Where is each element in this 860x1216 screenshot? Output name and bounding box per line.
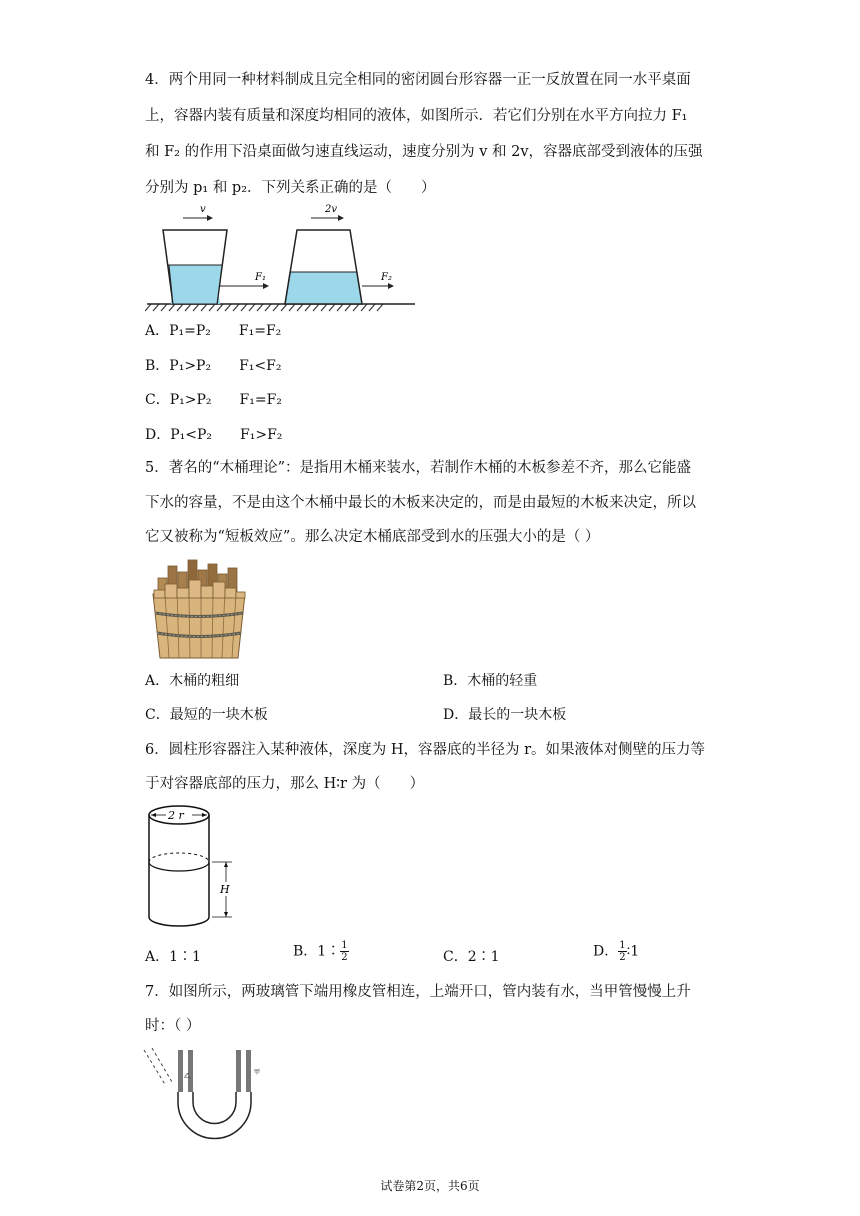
q5-option-d[interactable]: D．最长的一块木板 <box>443 707 567 723</box>
q5-stem-line-2: 下水的容量，不是由这个木桶中最长的木板来决定的，而是由最短的木板来决定，所以 <box>145 495 696 511</box>
q6-height-label: H <box>220 883 230 896</box>
q5-option-a[interactable]: A．木桶的粗细 <box>145 673 240 689</box>
q7-left-label: 乙 <box>184 1073 191 1080</box>
q6-option-d-prefix: D． <box>593 943 619 960</box>
q6-option-b-prefix: B．1∶ <box>293 943 341 960</box>
q6-option-d[interactable] <box>593 940 639 963</box>
q5-stem-line-1: 5．著名的“木桶理论”：是指用木桶来装水，若制作木桶的木板参差不齐，那么它能盛 <box>145 460 692 476</box>
q6-option-d-fraction <box>618 940 626 963</box>
q5-option-c[interactable]: C．最短的一块木板 <box>145 707 268 723</box>
q7-stem-line-1: 7．如图所示，两玻璃管下端用橡皮管相连，上端开口，管内装有水，当甲管慢慢上升 <box>145 984 691 1000</box>
q6-option-b[interactable] <box>293 940 349 963</box>
q4-stem-line-4: 分别为 p₁ 和 p₂．下列关系正确的是（ ） <box>145 180 436 196</box>
q4-stem-line-3: 和 F₂ 的作用下沿桌面做匀速直线运动，速度分别为 v 和 2v，容器底部受到液体的压强 <box>145 144 703 160</box>
q6-option-d-den: 2 <box>619 952 626 963</box>
q5-stem-line-3: 它又被称为“短板效应”。那么决定木桶底部受到水的压强大小的是（ ） <box>145 529 600 545</box>
q6-option-b-den: 2 <box>341 952 348 963</box>
q4-v2-label: 2v <box>325 204 338 215</box>
q7-right-label: 甲 <box>254 1069 261 1076</box>
q7-u-tube-figure <box>140 1046 270 1156</box>
q7-stem-line-2: 时：（ ） <box>145 1018 201 1034</box>
q4-f2-label: F₂ <box>381 272 392 283</box>
q5-option-b[interactable]: B．木桶的轻重 <box>443 673 538 689</box>
q4-f1-label: F₁ <box>255 272 266 283</box>
q4-option-c[interactable]: C．P₁>P₂ F₁=F₂ <box>145 392 282 408</box>
q4-stem-line-2: 上，容器内装有质量和深度均相同的液体，如图所示．若它们分别在水平方向拉力 F₁ <box>145 108 688 124</box>
q6-cylinder-figure <box>140 800 240 930</box>
q4-option-a[interactable]: A．P₁=P₂ F₁=F₂ <box>145 323 282 339</box>
q4-containers-figure <box>145 200 415 312</box>
q4-option-b[interactable]: B．P₁>P₂ F₁<F₂ <box>145 358 282 374</box>
q6-option-c[interactable]: C．2∶1 <box>443 949 500 965</box>
q4-stem-line-1: 4．两个用同一种材料制成且完全相同的密闭圆台形容器一正一反放置在同一水平桌面 <box>145 72 691 88</box>
q6-diameter-label: 2 r <box>168 809 184 822</box>
q5-wooden-bucket-image <box>148 558 250 662</box>
q6-option-b-num: 1 <box>341 940 348 951</box>
q6-option-a[interactable]: A．1∶1 <box>145 949 201 965</box>
q4-option-d[interactable]: D．P₁<P₂ F₁>F₂ <box>145 427 283 443</box>
q6-stem-line-2: 于对容器底部的压力，那么 H∶r 为（ ） <box>145 776 425 792</box>
q6-option-d-num: 1 <box>619 940 626 951</box>
page-footer: 试卷第2页，共6页 <box>380 1179 480 1193</box>
q6-stem-line-1: 6．圆柱形容器注入某种液体，深度为 H，容器底的半径为 r。如果液体对侧壁的压力等 <box>145 742 706 758</box>
q4-v1-label: v <box>200 204 206 215</box>
q6-option-d-suffix: ∶1 <box>626 943 640 960</box>
q6-option-b-fraction <box>340 940 348 963</box>
